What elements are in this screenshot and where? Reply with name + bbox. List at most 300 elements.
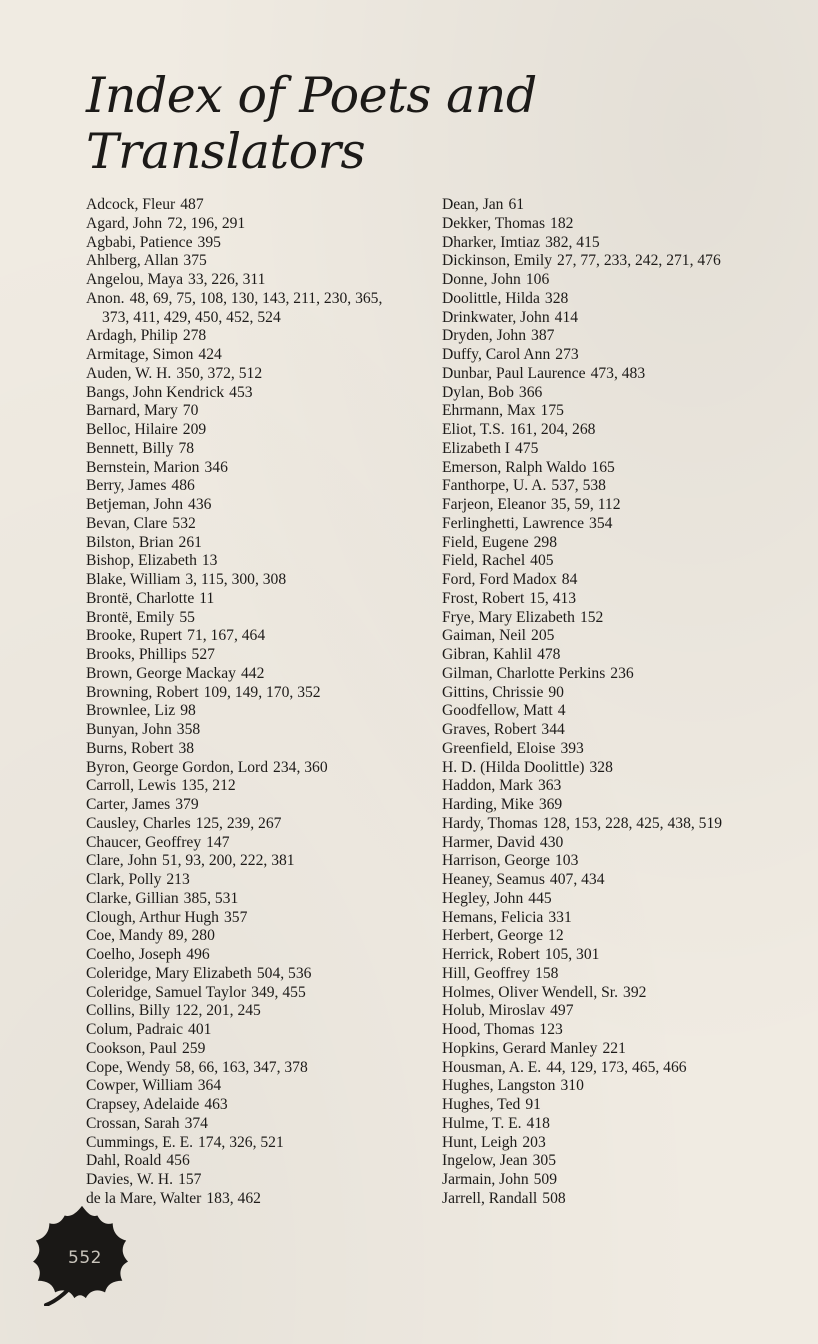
page-references: 527 [191, 646, 215, 663]
poet-name: Hegley, John [442, 889, 524, 907]
page-references: 125, 239, 267 [195, 814, 282, 832]
page-references: 182 [550, 214, 574, 232]
index-entry [442, 196, 802, 215]
poet-name: Coleridge, Mary Elizabeth [86, 964, 252, 982]
poet-name: Cope, Wendy [86, 1058, 171, 1076]
page-references: 350, 372, 512 [176, 364, 263, 382]
index-entry [442, 609, 802, 628]
poet-name: Heaney, Seamus [442, 871, 545, 888]
page-references: 109, 149, 170, 352 [203, 683, 321, 701]
index-entry [86, 534, 426, 553]
index-entry [86, 1190, 426, 1209]
poet-name: Ingelow, Jean [442, 1152, 528, 1170]
index-entry [442, 346, 802, 365]
poet-name: Adcock, Fleur [86, 196, 176, 213]
page-references: 103 [554, 852, 579, 870]
page-references: 486 [171, 477, 195, 495]
poet-name: Cowper, William [86, 1077, 193, 1095]
poet-name: Burns, Robert [86, 739, 174, 757]
poet-name: Graves, Robert [442, 721, 537, 738]
page-references: 379 [175, 796, 199, 813]
index-entry [86, 327, 426, 346]
index-entry [442, 965, 802, 984]
page-references: 363 [537, 777, 562, 795]
poet-name: Housman, A. E. [442, 1058, 542, 1076]
index-entry [86, 234, 426, 253]
index-entry [86, 1115, 426, 1134]
page-references: 369 [538, 796, 563, 813]
index-entry [86, 796, 426, 815]
poet-name: Carroll, Lewis [86, 777, 177, 795]
poet-name: Dharker, Imtiaz [442, 233, 541, 251]
index-entry [86, 196, 426, 215]
index-entry [86, 552, 426, 571]
index-entry [442, 1152, 802, 1171]
index-entry [442, 946, 802, 965]
index-entry [442, 327, 802, 346]
page-references: 532 [172, 514, 196, 532]
page-references: 13 [201, 552, 218, 570]
index-entry [442, 365, 802, 384]
poet-name: Cookson, Paul [86, 1039, 177, 1057]
page-references: 401 [188, 1021, 212, 1038]
poet-name: Brontë, Charlotte [86, 589, 195, 607]
index-entry [442, 1115, 802, 1134]
index-entry [86, 1077, 426, 1096]
poet-name: Coe, Mandy [86, 927, 164, 945]
poet-name: Carter, James [86, 796, 171, 813]
page-references: 487 [180, 196, 204, 213]
index-entry [86, 1059, 426, 1078]
page-references: 463 [204, 1096, 228, 1113]
page-references: 395 [197, 233, 221, 251]
poet-name: Dean, Jan [442, 196, 504, 213]
poet-name: Emerson, Ralph Waldo [442, 458, 587, 476]
page-references: 328 [544, 289, 569, 307]
page-number: 552 [68, 1248, 102, 1268]
poet-name: Goodfellow, Matt [442, 702, 553, 720]
page-references: 509 [533, 1171, 558, 1188]
index-entry [86, 852, 426, 871]
page-references: 261 [178, 533, 202, 551]
poet-name: Causley, Charles [86, 814, 191, 832]
index-entry [442, 684, 802, 703]
page-references: 122, 201, 245 [175, 1002, 261, 1020]
poet-name: Holmes, Oliver Wendell, Sr. [442, 983, 619, 1001]
poet-name: Auden, W. H. [86, 364, 172, 382]
index-entry [86, 402, 426, 421]
index-entry [86, 609, 426, 628]
index-entry [86, 515, 426, 534]
page-references-continued: 373, 411, 429, 450, 452, 524 [102, 308, 281, 326]
poet-name: Farjeon, Eleanor [442, 496, 546, 513]
index-entry [86, 1021, 426, 1040]
index-entry [86, 252, 426, 271]
poet-name: de la Mare, Walter [86, 1189, 202, 1207]
page-references: 475 [514, 439, 539, 457]
poet-name: Belloc, Hilaire [86, 421, 178, 438]
poet-name: Bunyan, John [86, 721, 172, 738]
page-references: 382, 415 [545, 233, 600, 251]
poet-name: Clough, Arthur Hugh [86, 908, 219, 926]
index-entry [442, 515, 802, 534]
index-entry [442, 852, 802, 871]
page-references: 418 [526, 1114, 550, 1132]
page-references: 385, 531 [183, 889, 239, 907]
poet-name: Angelou, Maya [86, 271, 184, 288]
page-references: 473, 483 [590, 364, 646, 382]
poet-name: Hulme, T. E. [442, 1114, 522, 1132]
page-references: 91 [525, 1096, 541, 1113]
poet-name: Jarmain, John [442, 1171, 529, 1188]
index-entry [86, 1002, 426, 1021]
page-references: 3, 115, 300, 308 [185, 571, 287, 588]
index-entry [442, 1134, 802, 1153]
page-title: Index of Poets and Translators [86, 67, 537, 180]
poet-name: Fanthorpe, U. A. [442, 477, 547, 495]
poet-name: Elizabeth I [442, 439, 510, 457]
poet-name: Herrick, Robert [442, 946, 540, 963]
page-references: 51, 93, 200, 222, 381 [162, 852, 295, 870]
page-references: 442 [240, 664, 265, 682]
page-references: 15, 413 [529, 589, 577, 607]
index-entry [442, 571, 802, 590]
index-entry [442, 665, 802, 684]
page-references: 349, 455 [251, 983, 306, 1001]
poet-name: Bevan, Clare [86, 514, 168, 532]
poet-name: Hood, Thomas [442, 1021, 535, 1038]
poet-name: Clark, Polly [86, 871, 162, 888]
page-references: 436 [188, 496, 212, 513]
index-entry [442, 421, 802, 440]
poet-name: Haddon, Mark [442, 777, 533, 795]
index-entry [442, 796, 802, 815]
page-references: 98 [180, 702, 196, 720]
index-entry [86, 1134, 426, 1153]
page-references: 393 [560, 739, 584, 757]
poet-name: Field, Eugene [442, 533, 529, 551]
page-references: 354 [589, 514, 613, 532]
page-references: 310 [560, 1077, 584, 1095]
page-references: 407, 434 [549, 871, 605, 888]
index-entry [442, 1096, 802, 1115]
index-entry [86, 384, 426, 403]
poet-name: Holub, Miroslav [442, 1002, 546, 1020]
page-references: 147 [206, 833, 230, 851]
index-entry [442, 459, 802, 478]
page-references: 157 [178, 1171, 202, 1188]
page-references: 71, 167, 464 [187, 627, 266, 645]
page-references: 331 [548, 908, 572, 926]
index-entry [86, 496, 426, 515]
index-entry [442, 1077, 802, 1096]
index-entry [442, 290, 802, 309]
page-references: 456 [166, 1152, 190, 1170]
index-entry [86, 665, 426, 684]
page-references: 158 [535, 964, 559, 982]
poet-name: Hardy, Thomas [442, 814, 538, 832]
poet-name: Coleridge, Samuel Taylor [86, 983, 247, 1001]
poet-name: Clare, John [86, 852, 158, 870]
poet-name: Gaiman, Neil [442, 627, 527, 645]
page-references: 357 [223, 908, 248, 926]
page-references: 55 [179, 608, 195, 626]
poet-name: Colum, Padraic [86, 1021, 184, 1038]
index-entry [442, 1002, 802, 1021]
poet-name: Berry, James [86, 477, 167, 495]
index-column-left [86, 196, 426, 1209]
index-entry [442, 646, 802, 665]
page-references: 234, 360 [273, 758, 328, 776]
page-references: 44, 129, 173, 465, 466 [546, 1058, 687, 1076]
page-references: 58, 66, 163, 347, 378 [175, 1058, 308, 1076]
page-references: 497 [550, 1002, 574, 1020]
poet-name: Ehrmann, Max [442, 402, 536, 420]
index-entry [86, 909, 426, 928]
page-references: 273 [555, 346, 579, 363]
poet-name: Jarrell, Randall [442, 1189, 538, 1207]
index-entry [86, 777, 426, 796]
index-entry [442, 309, 802, 328]
poet-name: Bernstein, Marion [86, 458, 200, 476]
index-entry [442, 440, 802, 459]
index-entry [86, 346, 426, 365]
page-references: 90 [548, 683, 564, 701]
index-entry [86, 1171, 426, 1190]
index-entry [86, 721, 426, 740]
page-references: 405 [530, 552, 554, 570]
page-references: 298 [533, 533, 558, 551]
index-entry [86, 1040, 426, 1059]
poet-name: Donne, John [442, 271, 521, 288]
page-references: 344 [541, 721, 565, 738]
index-entry [442, 984, 802, 1003]
poet-name: Bishop, Elizabeth [86, 552, 197, 570]
index-entry [442, 759, 802, 778]
poet-name: Dahl, Roald [86, 1152, 162, 1170]
poet-name: Chaucer, Geoffrey [86, 833, 202, 851]
index-entry [86, 271, 426, 290]
index-entry [86, 1152, 426, 1171]
page-references: 35, 59, 112 [550, 496, 621, 513]
poet-name: Agard, John [86, 214, 163, 232]
index-entry [442, 234, 802, 253]
poet-name: Bilston, Brian [86, 533, 174, 551]
index-entry [86, 421, 426, 440]
poet-name: Armitage, Simon [86, 346, 194, 363]
page-references: 38 [178, 739, 195, 757]
poet-name: Crapsey, Adelaide [86, 1096, 200, 1113]
index-entry [442, 1190, 802, 1209]
page-references: 128, 153, 228, 425, 438, 519 [542, 814, 723, 832]
index-entry [442, 271, 802, 290]
page-references: 61 [508, 196, 525, 213]
page-references: 48, 69, 75, 108, 130, 143, 211, 230, 365, [129, 289, 383, 307]
poet-name: Doolittle, Hilda [442, 289, 540, 307]
poet-name: Ferlinghetti, Lawrence [442, 514, 585, 532]
index-entry [442, 252, 802, 271]
poet-name: Hill, Geoffrey [442, 964, 531, 982]
page-references: 12 [548, 927, 564, 945]
index-entry [86, 834, 426, 853]
index-entry [86, 740, 426, 759]
page-references: 537, 538 [551, 477, 606, 495]
index-entry [86, 365, 426, 384]
poet-name: Browning, Robert [86, 683, 199, 701]
index-entry [86, 627, 426, 646]
poet-name: Dylan, Bob [442, 383, 514, 401]
poet-name: Gibran, Kahlil [442, 646, 533, 663]
poet-name: Drinkwater, John [442, 308, 550, 326]
poet-name: Gittins, Chrissie [442, 683, 544, 701]
page-references: 203 [522, 1133, 546, 1151]
poet-name: Harrison, George [442, 852, 550, 870]
poet-name: Blake, William [86, 571, 181, 588]
poet-name: Betjeman, John [86, 496, 184, 513]
page-references: 328 [589, 758, 613, 776]
page-references: 135, 212 [181, 777, 236, 795]
page-references: 106 [525, 271, 550, 288]
index-entry [442, 402, 802, 421]
index-entry [86, 290, 426, 328]
page-references: 27, 77, 233, 242, 271, 476 [557, 252, 721, 270]
index-entry [442, 477, 802, 496]
page-references: 11 [199, 589, 215, 607]
page-references: 183, 462 [206, 1189, 261, 1207]
page-references: 445 [528, 889, 552, 907]
page-references: 165 [591, 458, 615, 476]
poet-name: Frye, Mary Elizabeth [442, 608, 575, 626]
poet-name: Duffy, Carol Ann [442, 346, 551, 363]
index-entry [86, 590, 426, 609]
page-references: 209 [182, 421, 207, 438]
page-references: 70 [182, 402, 199, 420]
index-entry [86, 890, 426, 909]
poet-name: Brontë, Emily [86, 608, 175, 626]
poet-name: Ahlberg, Allan [86, 252, 179, 270]
page-references: 152 [579, 608, 604, 626]
poet-name: Brooks, Phillips [86, 646, 187, 663]
page-references: 364 [197, 1077, 222, 1095]
page-references: 213 [166, 871, 190, 888]
poet-name: Ford, Ford Madox [442, 571, 557, 588]
page-references: 105, 301 [544, 946, 600, 963]
index-entry [86, 946, 426, 965]
index-entry [442, 871, 802, 890]
poet-name: Hughes, Langston [442, 1077, 556, 1095]
index-entry [442, 1171, 802, 1190]
poet-name: Barnard, Mary [86, 402, 178, 420]
page-references: 504, 536 [256, 964, 312, 982]
index-entry [442, 1021, 802, 1040]
index-entry [442, 909, 802, 928]
poet-name: Cummings, E. E. [86, 1133, 193, 1151]
poet-name: Agbabi, Patience [86, 233, 193, 251]
index-entry [86, 477, 426, 496]
index-entry [86, 927, 426, 946]
poet-name: Harding, Mike [442, 796, 534, 813]
page-references: 89, 280 [168, 927, 215, 945]
index-entry [442, 890, 802, 909]
page-references: 453 [229, 383, 253, 401]
poet-name: Coelho, Joseph [86, 946, 182, 963]
page-references: 259 [181, 1039, 206, 1057]
index-column-right [442, 196, 802, 1209]
page-references: 305 [532, 1152, 556, 1170]
index-entry [442, 552, 802, 571]
poet-name: Brooke, Rupert [86, 627, 183, 645]
page-references: 78 [178, 439, 195, 457]
poet-name: Gilman, Charlotte Perkins [442, 664, 606, 682]
index-entry [442, 702, 802, 721]
page-references: 374 [184, 1114, 208, 1132]
index-entry [442, 1059, 802, 1078]
index-entry [86, 646, 426, 665]
page-references: 430 [539, 833, 564, 851]
index-entry [442, 590, 802, 609]
poet-name: Brown, George Mackay [86, 664, 236, 682]
page-references: 387 [531, 327, 555, 345]
poet-name: Bennett, Billy [86, 439, 174, 457]
index-entry [442, 215, 802, 234]
page-references: 4 [557, 702, 566, 720]
index-entry [86, 440, 426, 459]
page-references: 161, 204, 268 [509, 421, 596, 438]
page-references: 278 [182, 327, 207, 345]
index-entry [442, 534, 802, 553]
index-entry [442, 496, 802, 515]
poet-name: Field, Rachel [442, 552, 526, 570]
poet-name: Ardagh, Philip [86, 327, 178, 345]
poet-name: Dickinson, Emily [442, 252, 553, 270]
poet-name: Hunt, Leigh [442, 1133, 518, 1151]
index-entry [86, 871, 426, 890]
poet-name: Davies, W. H. [86, 1171, 174, 1188]
index-entry [86, 965, 426, 984]
poet-name: Bangs, John Kendrick [86, 383, 225, 401]
page-references: 508 [542, 1189, 566, 1207]
page-references: 205 [531, 627, 555, 645]
index-entry [442, 627, 802, 646]
page-references: 414 [554, 308, 579, 326]
index-entry [442, 815, 802, 834]
poet-name: Collins, Billy [86, 1002, 171, 1020]
index-entry [442, 384, 802, 403]
poet-name: Anon. [86, 289, 125, 307]
page-references: 72, 196, 291 [167, 214, 246, 232]
index-entry [442, 927, 802, 946]
index-entry [442, 1040, 802, 1059]
poet-name: Dunbar, Paul Laurence [442, 364, 586, 382]
poet-name: Dekker, Thomas [442, 214, 546, 232]
index-entry [86, 1096, 426, 1115]
index-entry [442, 777, 802, 796]
page-references: 33, 226, 311 [188, 271, 266, 288]
index-entry [86, 684, 426, 703]
page-references: 478 [537, 646, 561, 663]
poet-name: Brownlee, Liz [86, 702, 176, 720]
index-entry [86, 215, 426, 234]
index-entry [442, 740, 802, 759]
poet-name: Greenfield, Eloise [442, 739, 556, 757]
poet-name: Dryden, John [442, 327, 527, 345]
poet-name: Hemans, Felicia [442, 908, 544, 926]
page-references: 392 [623, 983, 647, 1001]
poet-name: Crossan, Sarah [86, 1114, 180, 1132]
index-entry [86, 702, 426, 721]
index-entry [86, 571, 426, 590]
page-references: 123 [539, 1021, 563, 1038]
